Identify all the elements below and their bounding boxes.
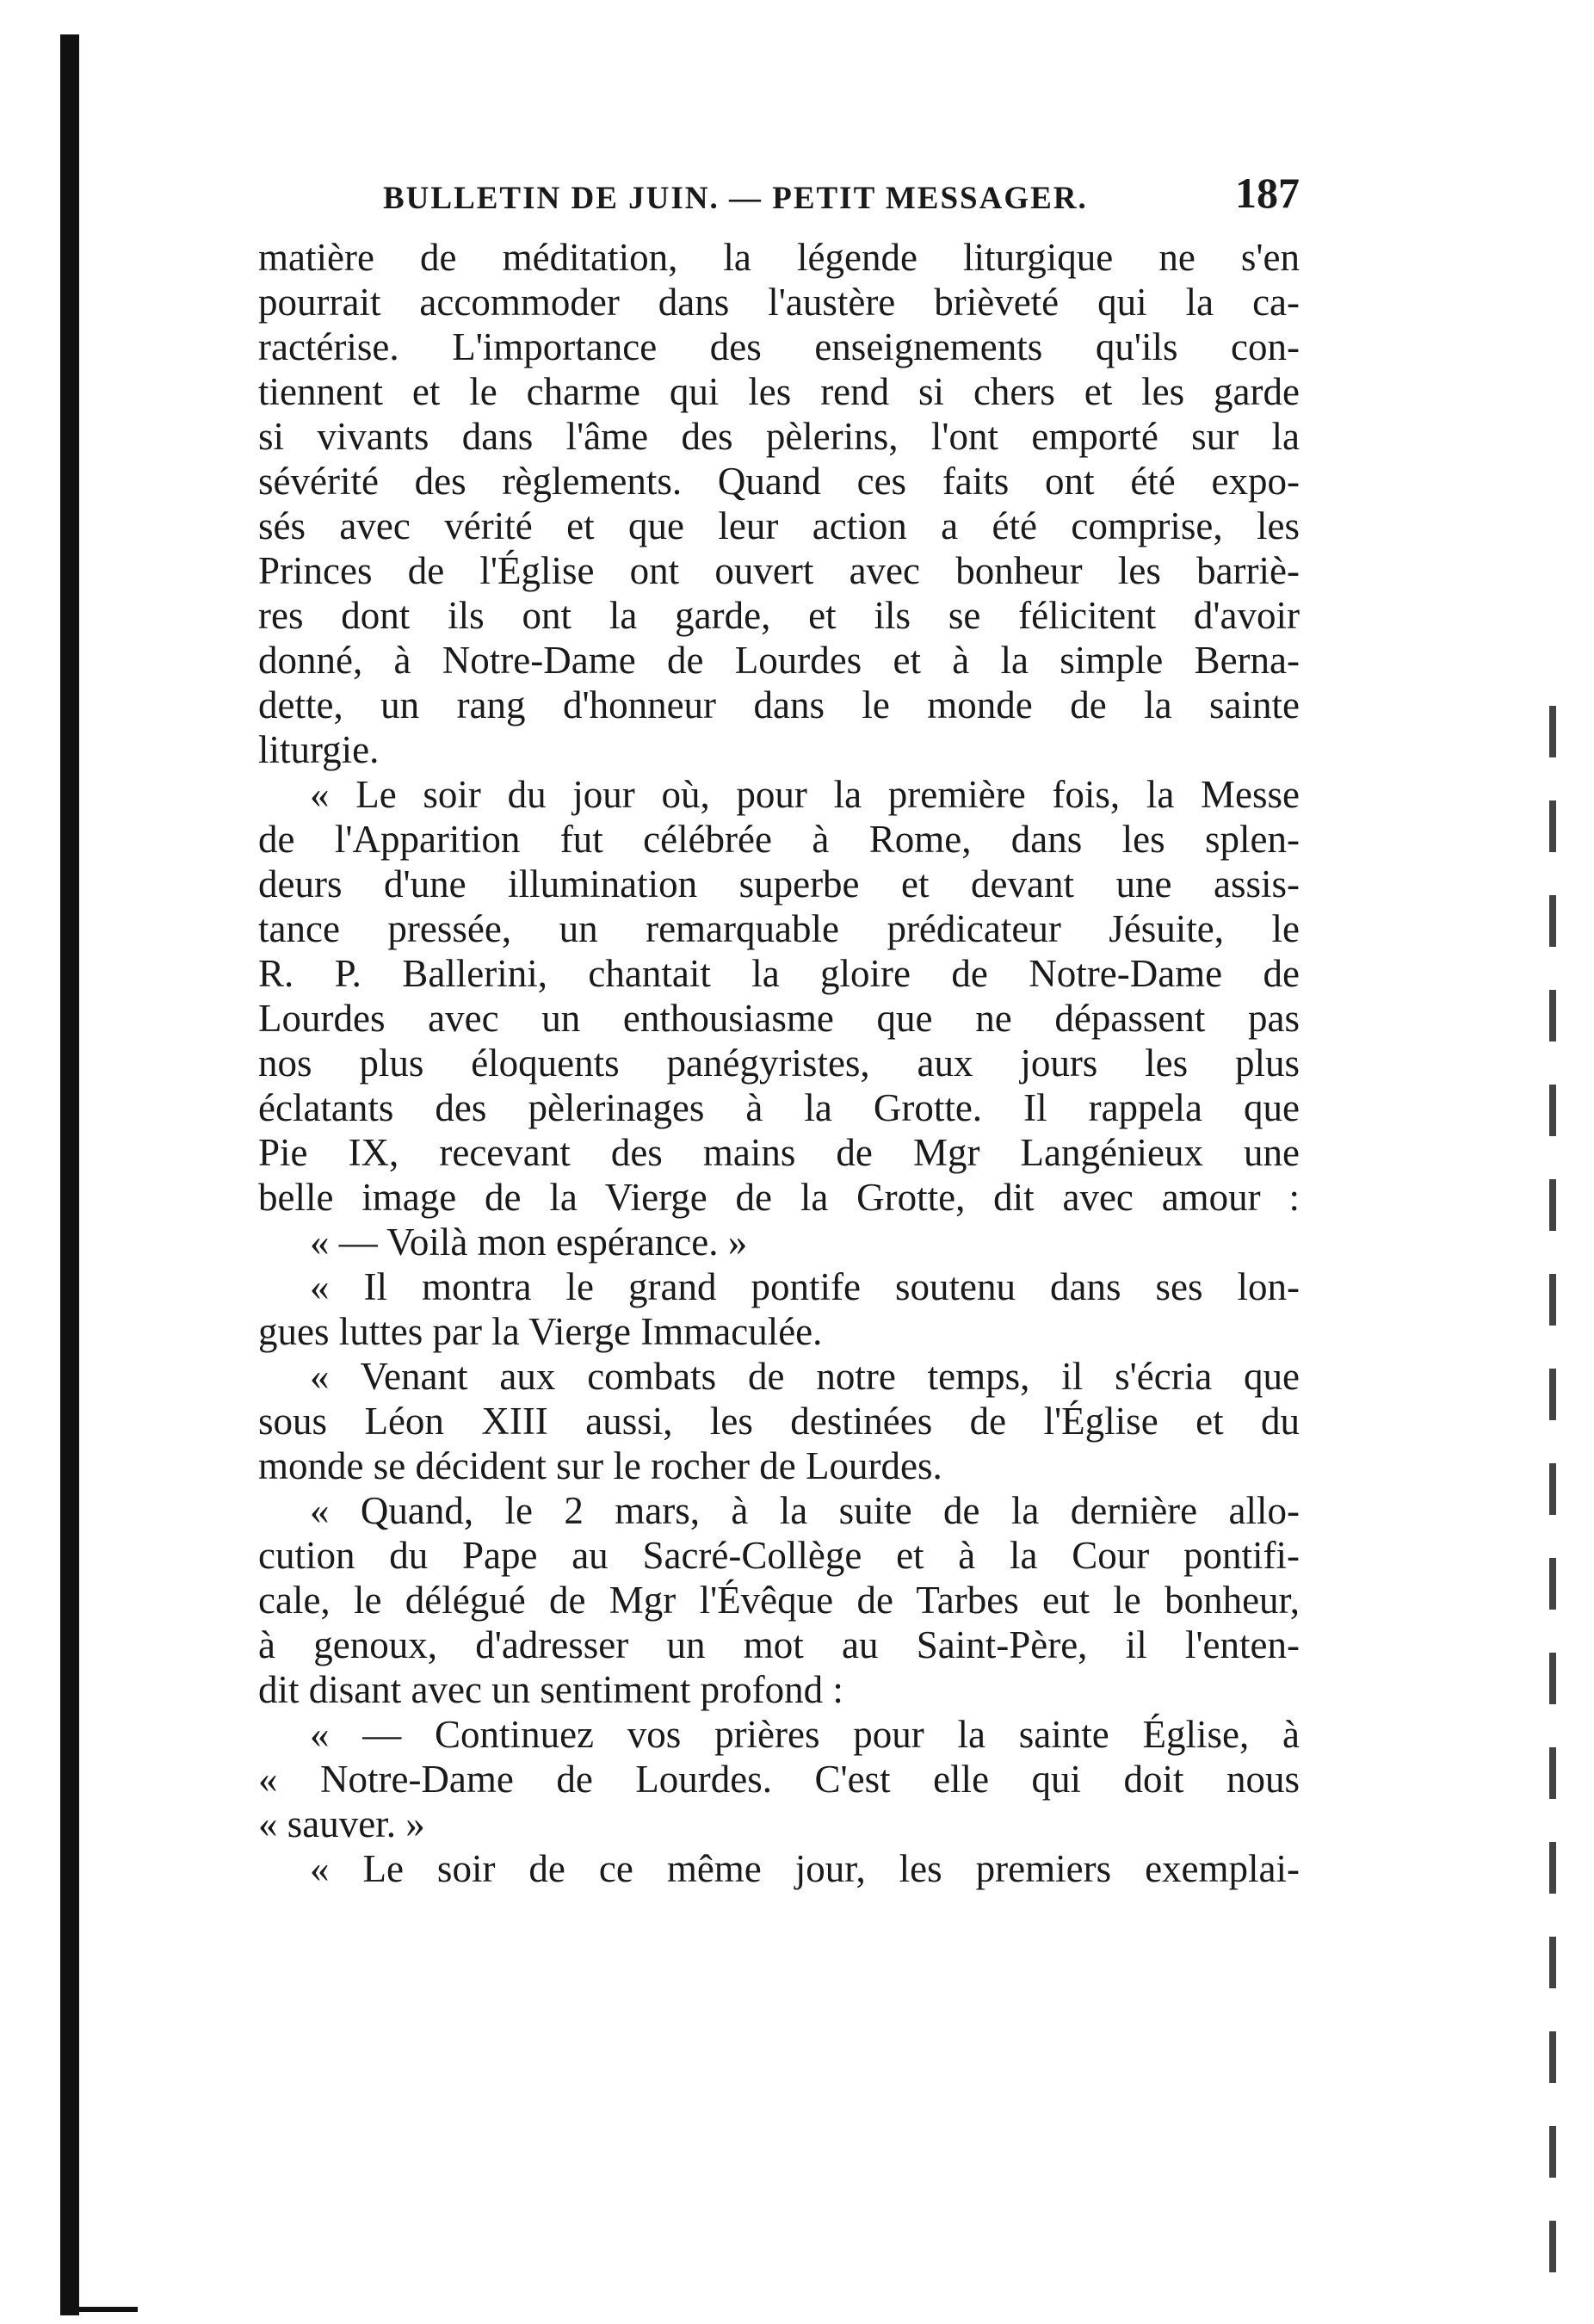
text-line: tance pressée, un remarquable prédicateur Jésuite, le [258, 907, 1300, 950]
text-line: « Notre-Dame de Lourdes. C'est elle qui doit nous [258, 1758, 1300, 1801]
text-line: « Quand, le 2 mars, à la suite de la dernière allo- [310, 1489, 1300, 1532]
text-line: Pie IX, recevant des mains de Mgr Langénieux une [258, 1131, 1300, 1174]
text-line: « — Voilà mon espérance. » [310, 1221, 748, 1264]
running-head [258, 168, 1300, 228]
text-line: « Le soir du jour où, pour la première fois, la Messe [310, 773, 1300, 816]
text-line: res dont ils ont la garde, et ils se félicitent d'avoir [258, 594, 1300, 637]
text-line: cution du Pape au Sacré-Collège et à la Cour pontifi- [258, 1534, 1300, 1577]
text-line: monde se décident sur le rocher de Lourdes. [258, 1444, 942, 1487]
text-line: sévérité des règlements. Quand ces faits ont été expo- [258, 460, 1300, 503]
page-number: 187 [1235, 169, 1300, 217]
text-line: éclatants des pèlerinages à la Grotte. Il rappela que [258, 1086, 1300, 1129]
text-line: pourrait accommoder dans l'austère brièveté qui la ca- [258, 281, 1300, 324]
text-line: de l'Apparition fut célébrée à Rome, dans les splen- [258, 818, 1300, 861]
text-line: tiennent et le charme qui les rend si chers et les garde [258, 370, 1300, 413]
scan-right-edge [1549, 706, 1556, 2307]
text-line: si vivants dans l'âme des pèlerins, l'ont emporté sur la [258, 415, 1300, 458]
text-line: deurs d'une illumination superbe et devant une assis- [258, 862, 1300, 905]
text-line: « Le soir de ce même jour, les premiers exemplai- [310, 1847, 1300, 1890]
text-line: sés avec vérité et que leur action a été comprise, les [258, 504, 1300, 547]
text-line: ractérise. L'importance des enseignements qu'ils con- [258, 325, 1300, 368]
running-title: BULLETIN DE JUIN. — PETIT MESSAGER. [383, 181, 1088, 216]
body-text [258, 235, 1300, 1891]
text-line: « sauver. » [258, 1802, 425, 1845]
scan-binding-edge [60, 34, 79, 2315]
book-page [258, 168, 1300, 1891]
text-line: Lourdes avec un enthousiasme que ne dépassent pas [258, 997, 1300, 1040]
text-line: nos plus éloquents panégyristes, aux jours les plus [258, 1041, 1300, 1085]
text-line: à genoux, d'adresser un mot au Saint-Père, il l'enten- [258, 1623, 1300, 1666]
text-line: « Il montra le grand pontife soutenu dans ses lon- [310, 1265, 1300, 1308]
text-line: donné, à Notre-Dame de Lourdes et à la simple Berna- [258, 639, 1300, 682]
text-line: « Venant aux combats de notre temps, il s'écria que [310, 1355, 1300, 1398]
text-line: « — Continuez vos prières pour la sainte Église, à [310, 1713, 1300, 1756]
text-line: liturgie. [258, 728, 380, 771]
text-line: cale, le délégué de Mgr l'Évêque de Tarbes eut le bonheur, [258, 1579, 1300, 1622]
scan-binding-foot [60, 2307, 138, 2312]
text-line: R. P. Ballerini, chantait la gloire de Notre-Dame de [258, 952, 1300, 995]
text-line: Princes de l'Église ont ouvert avec bonheur les barriè- [258, 549, 1300, 592]
text-line: matière de méditation, la légende liturgique ne s'en [258, 236, 1300, 279]
text-line: dit disant avec un sentiment profond : [258, 1668, 843, 1711]
text-line: dette, un rang d'honneur dans le monde de la sainte [258, 683, 1300, 726]
text-line: belle image de la Vierge de la Grotte, dit avec amour : [258, 1176, 1300, 1219]
text-line: sous Léon XIII aussi, les destinées de l'Église et du [258, 1400, 1300, 1443]
text-line: gues luttes par la Vierge Immaculée. [258, 1310, 823, 1353]
